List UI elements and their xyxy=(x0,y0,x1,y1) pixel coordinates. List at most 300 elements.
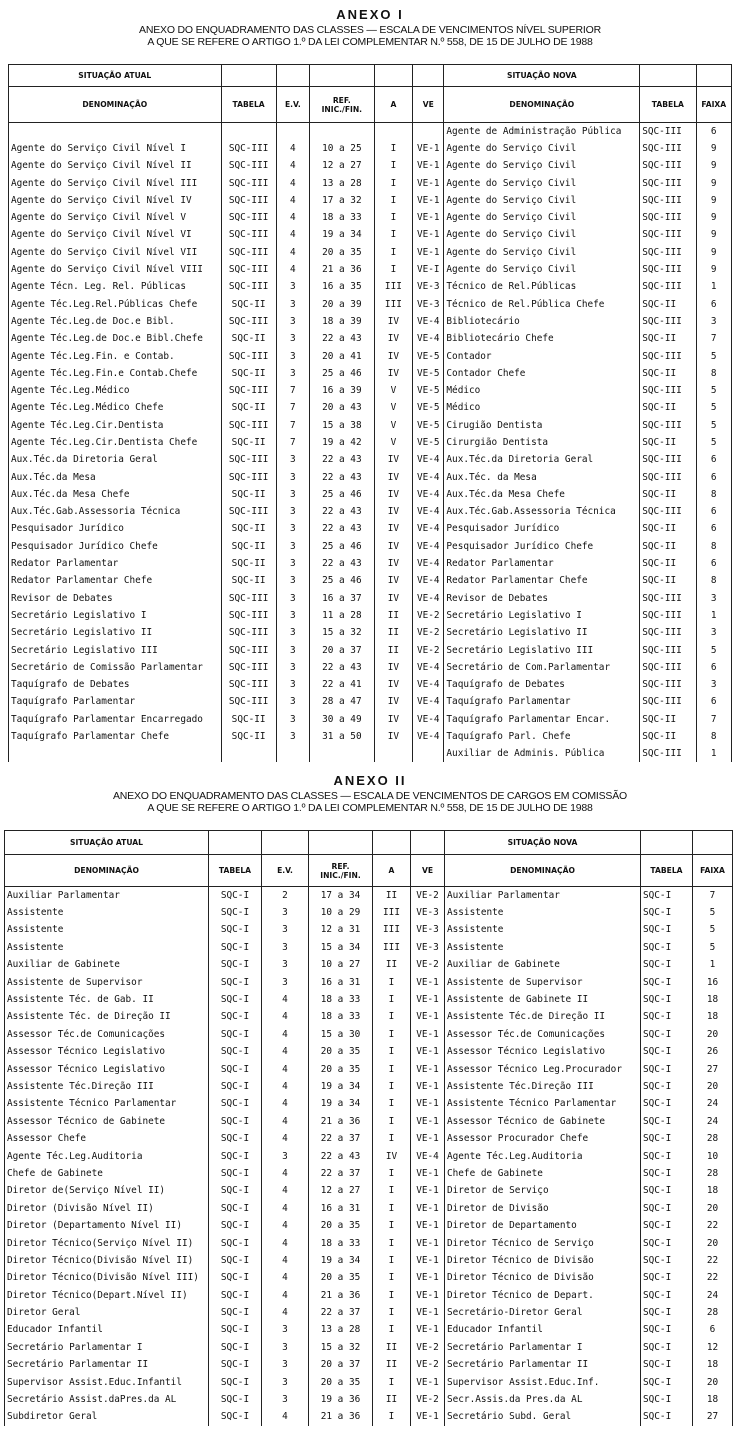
table-row xyxy=(9,520,732,537)
cell-tabela-nova: SQC-III xyxy=(640,244,696,261)
cell-ref: 15 a 30 xyxy=(309,1026,373,1043)
cell-tabela-nova: SQC-II xyxy=(640,538,696,555)
table-row xyxy=(5,1026,733,1043)
cell-a: I xyxy=(373,1304,411,1321)
cell-tabela-atual: SQC-I xyxy=(209,904,262,921)
cell-ve: VE-1 xyxy=(411,1269,445,1286)
cell-ev: 3 xyxy=(276,728,309,745)
cell-denominacao-atual: Assessor Técnico Legislativo xyxy=(5,1043,209,1060)
cell-ev: 3 xyxy=(262,1339,309,1356)
cell-ev: 3 xyxy=(262,939,309,956)
cell-ref: 20 a 35 xyxy=(309,1269,373,1286)
cell-denominacao-atual: Redator Parlamentar Chefe xyxy=(9,572,222,589)
cell-a: IV xyxy=(374,347,413,364)
cell-tabela-nova: SQC-III xyxy=(640,382,696,399)
cell-denominacao-nova: Auxiliar de Gabinete xyxy=(445,956,641,973)
cell-ref: 18 a 33 xyxy=(309,1234,373,1251)
cell-faixa: 18 xyxy=(693,991,733,1008)
cell-ev: 4 xyxy=(276,226,309,243)
table-row xyxy=(9,659,732,676)
cell-ev: 3 xyxy=(262,1147,309,1164)
cell-denominacao-nova: Cirugião Dentista xyxy=(444,417,640,434)
cell-tabela-atual: SQC-III xyxy=(221,157,276,174)
cell-ve: VE-2 xyxy=(411,1356,445,1373)
cell-ref: 19 a 34 xyxy=(310,226,375,243)
cell-tabela-atual: SQC-II xyxy=(221,434,276,451)
cell-ev: 4 xyxy=(276,209,309,226)
cell-a: I xyxy=(373,1408,411,1425)
cell-ev: 4 xyxy=(262,1130,309,1147)
table-row xyxy=(9,123,732,140)
cell-faixa: 8 xyxy=(696,365,732,382)
cell-ref: 19 a 34 xyxy=(309,1252,373,1269)
cell-denominacao-nova: Supervisor Assist.Educ.Inf. xyxy=(445,1373,641,1390)
cell-ev: 3 xyxy=(276,278,309,295)
table-row xyxy=(9,365,732,382)
cell-ev: 3 xyxy=(276,451,309,468)
cell-tabela-atual: SQC-I xyxy=(209,921,262,938)
cell-a: I xyxy=(374,209,413,226)
cell-tabela-atual: SQC-I xyxy=(209,1217,262,1234)
cell-tabela-atual: SQC-II xyxy=(221,520,276,537)
cell-tabela-nova: SQC-III xyxy=(640,624,696,641)
cell-tabela-atual: SQC-I xyxy=(209,1286,262,1303)
cell-ev: 3 xyxy=(276,555,309,572)
cell-tabela-nova: SQC-I xyxy=(641,1008,693,1025)
cell-tabela-atual: SQC-III xyxy=(221,382,276,399)
cell-a: IV xyxy=(374,486,413,503)
table-row xyxy=(5,939,733,956)
cell-tabela-nova: SQC-III xyxy=(640,745,696,762)
cell-tabela-nova: SQC-III xyxy=(640,641,696,658)
cell-ref: 21 a 36 xyxy=(310,261,375,278)
cell-denominacao-nova: Assistente xyxy=(445,904,641,921)
cell-ev: 3 xyxy=(276,503,309,520)
cell-ref: 20 a 35 xyxy=(310,244,375,261)
cell-a: IV xyxy=(374,520,413,537)
cell-tabela-atual: SQC-III xyxy=(221,503,276,520)
cell-ref: 20 a 35 xyxy=(309,1217,373,1234)
header-faixa: FAIXA xyxy=(693,855,733,887)
table-row xyxy=(5,1356,733,1373)
cell-denominacao-nova: Técnico de Rel.Pública Chefe xyxy=(444,295,640,312)
cell-denominacao-nova: Agente do Serviço Civil xyxy=(444,157,640,174)
cell-tabela-nova: SQC-I xyxy=(641,1339,693,1356)
header-ref-line1: REF. xyxy=(332,95,351,105)
cell-denominacao-nova: Médico xyxy=(444,382,640,399)
cell-denominacao-nova: Assessor Téc.de Comunicações xyxy=(445,1026,641,1043)
cell-tabela-atual: SQC-III xyxy=(221,140,276,157)
cell-ev: 3 xyxy=(276,624,309,641)
cell-tabela-nova: SQC-III xyxy=(640,226,696,243)
cell-tabela-atual: SQC-I xyxy=(209,1408,262,1425)
anexo1-table xyxy=(8,64,732,762)
cell-denominacao-atual: Agente do Serviço Civil Nível V xyxy=(9,209,222,226)
table-row xyxy=(5,1060,733,1077)
header-a: A xyxy=(374,87,413,123)
cell-tabela-nova: SQC-III xyxy=(640,174,696,191)
cell-denominacao-atual: Taquígrafo Parlamentar Encarregado xyxy=(9,711,222,728)
cell-ev: 4 xyxy=(262,991,309,1008)
cell-faixa: 1 xyxy=(696,745,732,762)
header-ref xyxy=(310,87,375,123)
cell-denominacao-nova: Diretor Técnico de Divisão xyxy=(445,1252,641,1269)
cell-denominacao-atual: Diretor Geral xyxy=(5,1304,209,1321)
cell-tabela-atual: SQC-II xyxy=(221,728,276,745)
cell-a: II xyxy=(373,1339,411,1356)
cell-ref: 22 a 37 xyxy=(309,1304,373,1321)
cell-denominacao-atual: Secretário Legislativo II xyxy=(9,624,222,641)
header-situacao-nova: SITUAÇÃO NOVA xyxy=(444,65,640,87)
cell-ref: 19 a 42 xyxy=(310,434,375,451)
cell-tabela-nova: SQC-I xyxy=(641,1408,693,1425)
cell-ref: 25 a 46 xyxy=(310,538,375,555)
header-tabela: TABELA xyxy=(209,855,262,887)
cell-faixa: 5 xyxy=(693,921,733,938)
cell-denominacao-atual: Pesquisador Jurídico Chefe xyxy=(9,538,222,555)
cell-denominacao-atual: Assessor Téc.de Comunicações xyxy=(5,1026,209,1043)
cell-tabela-atual: SQC-I xyxy=(209,1252,262,1269)
cell-ve: VE-1 xyxy=(413,174,444,191)
table-row xyxy=(9,538,732,555)
cell-denominacao-nova: Taquígrafo Parlamentar xyxy=(444,693,640,710)
cell-ve: VE-2 xyxy=(411,887,445,904)
cell-tabela-nova: SQC-I xyxy=(641,1095,693,1112)
cell-faixa: 9 xyxy=(696,261,732,278)
cell-ref: 15 a 32 xyxy=(310,624,375,641)
cell-ev: 7 xyxy=(276,417,309,434)
cell-tabela-atual: SQC-III xyxy=(221,693,276,710)
cell-a xyxy=(374,123,413,140)
cell-ev: 4 xyxy=(262,1217,309,1234)
cell-tabela-atual: SQC-III xyxy=(221,174,276,191)
cell-denominacao-atual: Agente do Serviço Civil Nível VIII xyxy=(9,261,222,278)
cell-denominacao-nova: Diretor de Divisão xyxy=(445,1200,641,1217)
cell-ref: 22 a 41 xyxy=(310,676,375,693)
cell-a: I xyxy=(373,1200,411,1217)
cell-faixa: 5 xyxy=(696,417,732,434)
cell-denominacao-nova: Agente Téc.Leg.Auditoria xyxy=(445,1147,641,1164)
cell-a xyxy=(374,745,413,762)
cell-tabela-nova: SQC-I xyxy=(641,956,693,973)
cell-a: I xyxy=(374,192,413,209)
cell-tabela-nova: SQC-III xyxy=(640,123,696,140)
cell-ref: 12 a 27 xyxy=(310,157,375,174)
table-row xyxy=(5,1304,733,1321)
table-row xyxy=(9,434,732,451)
cell-a: V xyxy=(374,382,413,399)
cell-denominacao-nova: Aux.Téc.Gab.Assessoria Técnica xyxy=(444,503,640,520)
cell-denominacao-atual: Agente Téc.Leg.de Doc.e Bibl. xyxy=(9,313,222,330)
cell-ve: VE-1 xyxy=(411,973,445,990)
cell-denominacao-atual: Assessor Técnico Legislativo xyxy=(5,1060,209,1077)
cell-a: IV xyxy=(374,693,413,710)
cell-a: I xyxy=(373,1008,411,1025)
header-ev: E.V. xyxy=(262,855,309,887)
cell-tabela-atual: SQC-II xyxy=(221,538,276,555)
cell-ev: 7 xyxy=(276,382,309,399)
table-row xyxy=(5,1234,733,1251)
cell-tabela-nova: SQC-I xyxy=(641,1026,693,1043)
cell-ref xyxy=(310,123,375,140)
cell-faixa: 27 xyxy=(693,1408,733,1425)
cell-faixa: 9 xyxy=(696,209,732,226)
cell-denominacao-atual: Diretor (Departamento Nível II) xyxy=(5,1217,209,1234)
cell-tabela-atual: SQC-II xyxy=(221,486,276,503)
cell-ev: 4 xyxy=(262,1060,309,1077)
cell-tabela-nova: SQC-II xyxy=(640,711,696,728)
header-denominacao-nova: DENOMINAÇÃO xyxy=(445,855,641,887)
cell-a: I xyxy=(374,157,413,174)
cell-tabela-nova: SQC-II xyxy=(640,434,696,451)
cell-tabela-nova: SQC-II xyxy=(640,365,696,382)
cell-a: II xyxy=(373,887,411,904)
cell-denominacao-nova: Chefe de Gabinete xyxy=(445,1165,641,1182)
cell-tabela-nova: SQC-I xyxy=(641,921,693,938)
cell-ev: 3 xyxy=(276,313,309,330)
cell-ref: 20 a 41 xyxy=(310,347,375,364)
cell-tabela-nova: SQC-I xyxy=(641,1078,693,1095)
table-row xyxy=(9,417,732,434)
cell-faixa: 3 xyxy=(696,590,732,607)
table-row xyxy=(9,468,732,485)
cell-tabela-atual: SQC-I xyxy=(209,1147,262,1164)
cell-tabela-atual: SQC-III xyxy=(221,261,276,278)
cell-denominacao-nova: Secretário Legislativo III xyxy=(444,641,640,658)
header-situacao-atual: SITUAÇÃO ATUAL xyxy=(5,831,209,855)
table-row xyxy=(9,693,732,710)
table-row xyxy=(5,1200,733,1217)
cell-ev: 3 xyxy=(276,486,309,503)
cell-ref: 15 a 34 xyxy=(309,939,373,956)
cell-ve: VE-3 xyxy=(411,904,445,921)
cell-tabela-nova: SQC-I xyxy=(641,1391,693,1408)
cell-a: III xyxy=(373,939,411,956)
cell-ref: 16 a 31 xyxy=(309,973,373,990)
table-row xyxy=(9,624,732,641)
cell-faixa: 5 xyxy=(693,904,733,921)
cell-ve: VE-1 xyxy=(411,1373,445,1390)
cell-tabela-atual: SQC-III xyxy=(221,209,276,226)
cell-a: IV xyxy=(374,711,413,728)
cell-ve: VE-4 xyxy=(413,486,444,503)
cell-ref: 19 a 34 xyxy=(309,1095,373,1112)
header-ve: VE xyxy=(413,87,444,123)
cell-ve: VE-1 xyxy=(411,1078,445,1095)
table-row xyxy=(9,486,732,503)
cell-tabela-atual: SQC-II xyxy=(221,365,276,382)
cell-tabela-nova: SQC-III xyxy=(640,313,696,330)
cell-denominacao-atual: Agente Téc.Leg.Cir.Dentista xyxy=(9,417,222,434)
cell-ev: 3 xyxy=(262,921,309,938)
cell-faixa: 20 xyxy=(693,1234,733,1251)
cell-faixa: 6 xyxy=(696,555,732,572)
table-row xyxy=(9,313,732,330)
cell-ve: VE-4 xyxy=(413,503,444,520)
table-row xyxy=(9,330,732,347)
cell-ve: VE-1 xyxy=(411,1321,445,1338)
cell-tabela-atual: SQC-II xyxy=(221,399,276,416)
cell-tabela-atual: SQC-II xyxy=(221,572,276,589)
cell-tabela-nova: SQC-I xyxy=(641,1252,693,1269)
header-ref-line2: INIC./FIN. xyxy=(321,104,363,114)
cell-tabela-atual: SQC-I xyxy=(209,1200,262,1217)
header-situacao-atual: SITUAÇÃO ATUAL xyxy=(9,65,222,87)
table-row xyxy=(9,278,732,295)
cell-a: II xyxy=(374,624,413,641)
cell-ve: VE-1 xyxy=(413,140,444,157)
cell-ref: 18 a 33 xyxy=(310,209,375,226)
cell-denominacao-nova: Secr.Assis.da Pres.da AL xyxy=(445,1391,641,1408)
cell-faixa: 6 xyxy=(696,520,732,537)
cell-denominacao-nova: Diretor de Departamento xyxy=(445,1217,641,1234)
cell-ref: 31 a 50 xyxy=(310,728,375,745)
anexo1-subtitle-1: ANEXO DO ENQUADRAMENTO DAS CLASSES — ESCALA DE VENCIMENTOS NÍVEL SUPERIOR xyxy=(139,24,601,36)
table-row xyxy=(9,745,732,762)
cell-ev: 4 xyxy=(262,1113,309,1130)
cell-tabela-atual: SQC-I xyxy=(209,1304,262,1321)
cell-denominacao-atual: Taquígrafo Parlamentar Chefe xyxy=(9,728,222,745)
table-row xyxy=(9,555,732,572)
cell-tabela-nova: SQC-I xyxy=(641,1130,693,1147)
cell-a: I xyxy=(373,1060,411,1077)
cell-ref: 18 a 39 xyxy=(310,313,375,330)
cell-ref: 20 a 35 xyxy=(309,1043,373,1060)
cell-a: IV xyxy=(374,659,413,676)
cell-faixa: 6 xyxy=(696,503,732,520)
cell-ve: VE-4 xyxy=(413,330,444,347)
cell-denominacao-nova: Educador Infantil xyxy=(445,1321,641,1338)
cell-faixa: 8 xyxy=(696,572,732,589)
cell-denominacao-atual: Agente Téc.Leg.Rel.Públicas Chefe xyxy=(9,295,222,312)
cell-tabela-atual: SQC-I xyxy=(209,1234,262,1251)
cell-faixa: 6 xyxy=(696,468,732,485)
cell-ref: 11 a 28 xyxy=(310,607,375,624)
cell-tabela-atual: SQC-I xyxy=(209,1373,262,1390)
cell-ev: 3 xyxy=(262,973,309,990)
cell-denominacao-atual: Agente do Serviço Civil Nível IV xyxy=(9,192,222,209)
cell-ev: 4 xyxy=(262,1095,309,1112)
cell-ve: VE-2 xyxy=(413,641,444,658)
cell-ve: VE-4 xyxy=(413,659,444,676)
cell-tabela-atual: SQC-III xyxy=(221,192,276,209)
cell-faixa: 8 xyxy=(696,728,732,745)
header-faixa: FAIXA xyxy=(696,87,732,123)
cell-denominacao-atual: Taquígrafo de Debates xyxy=(9,676,222,693)
cell-ev: 3 xyxy=(276,468,309,485)
cell-ve: VE-2 xyxy=(411,1391,445,1408)
cell-denominacao-nova: Diretor Técnico de Divisão xyxy=(445,1269,641,1286)
cell-ref: 19 a 34 xyxy=(309,1078,373,1095)
cell-a: IV xyxy=(374,451,413,468)
cell-ev: 4 xyxy=(262,1165,309,1182)
table-row xyxy=(9,590,732,607)
cell-ve: VE-4 xyxy=(411,1147,445,1164)
cell-tabela-atual: SQC-III xyxy=(221,451,276,468)
header-denominacao: DENOMINAÇÃO xyxy=(5,855,209,887)
cell-ref: 22 a 43 xyxy=(310,555,375,572)
cell-denominacao-nova: Assessor Técnico de Gabinete xyxy=(445,1113,641,1130)
cell-faixa: 9 xyxy=(696,192,732,209)
cell-ev: 4 xyxy=(262,1043,309,1060)
cell-denominacao-nova: Aux.Téc.da Diretoria Geral xyxy=(444,451,640,468)
cell-tabela-nova: SQC-III xyxy=(640,451,696,468)
cell-ref: 16 a 39 xyxy=(310,382,375,399)
cell-tabela-nova: SQC-I xyxy=(641,1234,693,1251)
cell-ve: VE-5 xyxy=(413,399,444,416)
cell-ev: 4 xyxy=(262,1200,309,1217)
table-row xyxy=(5,1165,733,1182)
cell-denominacao-atual: Auxiliar de Gabinete xyxy=(5,956,209,973)
cell-a: V xyxy=(374,434,413,451)
cell-ve: VE-4 xyxy=(413,451,444,468)
cell-tabela-atual: SQC-I xyxy=(209,973,262,990)
cell-tabela-atual: SQC-III xyxy=(221,313,276,330)
cell-faixa: 7 xyxy=(696,711,732,728)
cell-denominacao-nova: Diretor Técnico de Serviço xyxy=(445,1234,641,1251)
cell-a: IV xyxy=(373,1147,411,1164)
cell-denominacao-nova: Assistente de Supervisor xyxy=(445,973,641,990)
cell-denominacao-nova: Pesquisador Jurídico Chefe xyxy=(444,538,640,555)
cell-faixa: 18 xyxy=(693,1356,733,1373)
cell-ref xyxy=(310,745,375,762)
table-row xyxy=(5,1078,733,1095)
table-row xyxy=(5,1095,733,1112)
cell-denominacao-nova: Agente do Serviço Civil xyxy=(444,209,640,226)
cell-denominacao-nova: Taquígrafo Parl. Chefe xyxy=(444,728,640,745)
cell-ve: VE-4 xyxy=(413,520,444,537)
cell-tabela-nova: SQC-I xyxy=(641,1356,693,1373)
cell-tabela-atual: SQC-I xyxy=(209,939,262,956)
cell-ve: VE-2 xyxy=(411,956,445,973)
cell-denominacao-atual: Agente Téc.Leg.Médico Chefe xyxy=(9,399,222,416)
cell-denominacao-nova: Secretário Parlamentar II xyxy=(445,1356,641,1373)
cell-denominacao-nova: Diretor de Serviço xyxy=(445,1182,641,1199)
cell-faixa: 7 xyxy=(696,330,732,347)
cell-ve: VE-4 xyxy=(413,538,444,555)
cell-denominacao-nova: Secretário Subd. Geral xyxy=(445,1408,641,1425)
cell-faixa: 24 xyxy=(693,1095,733,1112)
cell-ev xyxy=(276,745,309,762)
cell-faixa: 18 xyxy=(693,1391,733,1408)
cell-ve: VE-1 xyxy=(411,1026,445,1043)
cell-ev: 3 xyxy=(276,347,309,364)
cell-denominacao-atual: Pesquisador Jurídico xyxy=(9,520,222,537)
cell-denominacao-atual: Diretor Técnico(Serviço Nível II) xyxy=(5,1234,209,1251)
cell-ve: VE-5 xyxy=(413,347,444,364)
cell-tabela-nova: SQC-III xyxy=(640,676,696,693)
table-row xyxy=(9,209,732,226)
cell-denominacao-atual: Agente do Serviço Civil Nível VI xyxy=(9,226,222,243)
cell-a: I xyxy=(374,226,413,243)
cell-faixa: 5 xyxy=(696,399,732,416)
cell-denominacao-nova: Assistente Téc.Direção III xyxy=(445,1078,641,1095)
table-row xyxy=(5,1391,733,1408)
table-row xyxy=(9,676,732,693)
cell-denominacao-atual: Aux.Téc.da Diretoria Geral xyxy=(9,451,222,468)
cell-tabela-nova: SQC-III xyxy=(640,209,696,226)
cell-denominacao-nova: Aux.Téc. da Mesa xyxy=(444,468,640,485)
cell-denominacao-atual: Revisor de Debates xyxy=(9,590,222,607)
cell-tabela-nova: SQC-III xyxy=(640,347,696,364)
cell-denominacao-nova: Revisor de Debates xyxy=(444,590,640,607)
cell-faixa: 22 xyxy=(693,1217,733,1234)
cell-denominacao-atual: Agente Técn. Leg. Rel. Públicas xyxy=(9,278,222,295)
cell-ve: VE-4 xyxy=(413,590,444,607)
table-row xyxy=(5,991,733,1008)
cell-denominacao-atual: Educador Infantil xyxy=(5,1321,209,1338)
cell-faixa: 5 xyxy=(696,382,732,399)
